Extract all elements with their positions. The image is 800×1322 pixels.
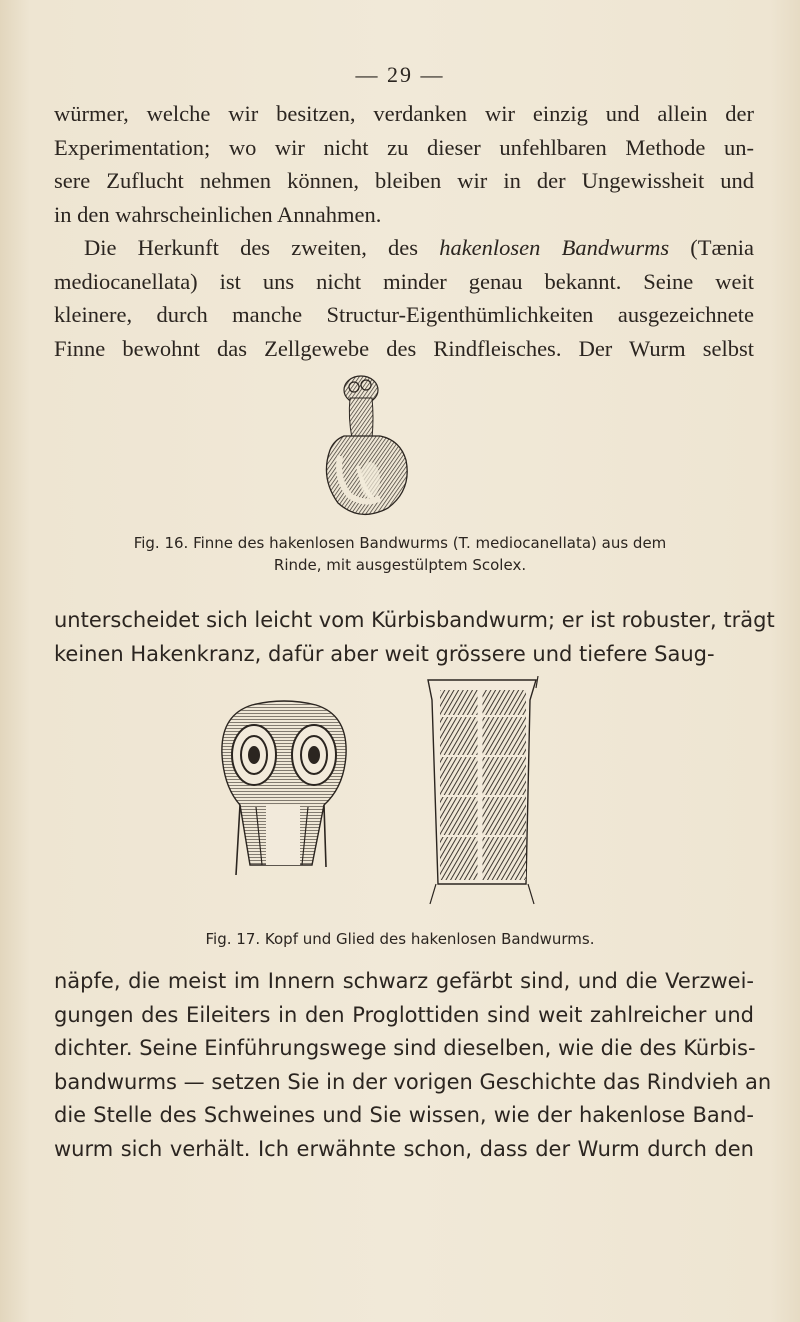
paragraph-2 [54,231,754,365]
text-line: Experimentation; wo wir nicht zu dieser unfehlbaren Methode un- [54,134,754,160]
text-line: unterscheidet sich leicht vom Kürbisbandwurm; er ist robuster, trägt [54,608,775,632]
page-number: — 29 — [355,62,445,87]
text-line [54,231,754,265]
caption-line: Fig. 16. Finne des hakenlosen Bandwurms (T. mediocanellata) aus dem [133,534,667,552]
figure-16-illustration [310,368,430,526]
text-line: wurm sich verhält. Ich erwähnte schon, dass der Wurm durch den [54,1136,754,1161]
text-line: kleinere, durch manche Structur-Eigenthümlichkeiten ausgezeichnete [54,302,754,327]
paragraph-1 [54,97,754,231]
paragraph-4 [54,965,772,1166]
caption-line: Rinde, mit ausgestülptem Scolex. [273,556,527,574]
text-segment: (Tænia [669,235,755,260]
figure-17-caption [0,928,800,950]
text-line: sere Zuflucht nehmen können, bleiben wir in der Ungewissheit und [54,168,754,193]
caption-line: Fig. 17. Kopf und Glied des hakenlosen Bandwurms. [205,930,595,948]
text-line: keinen Hakenkranz, dafür aber weit grössere und tiefere Saug- [54,641,715,666]
italic-term: hakenlosen Bandwurms [439,235,670,260]
figure-17-proglottid-illustration [420,676,546,908]
text-line: bandwurms — setzen Sie in der vorigen Geschichte das Rindvieh an [54,1069,772,1094]
text-line: würmer, welche wir besitzen, verdanken wir einzig und allein der [54,101,754,126]
text-line: die Stelle des Schweines und Sie wissen, wie der hakenlose Band- [54,1103,754,1127]
text-segment: Die Herkunft des zweiten, des [84,235,440,260]
text-line: Finne bewohnt das Zellgewebe des Rindfleisches. Der Wurm selbst [54,335,754,361]
paragraph-3 [54,604,775,671]
text-line: mediocanellata) ist uns nicht minder genau bekannt. Seine weit [54,268,754,294]
text-line: näpfe, die meist im Innern schwarz gefärbt sind, und die Verzwei- [54,969,754,993]
text-line: dichter. Seine Einführungswege sind dieselben, wie die des Kürbis- [54,1036,756,1060]
figure-16-caption [0,532,800,576]
text-line: gungen des Eileiters in den Proglottiden sind weit zahlreicher und [54,1002,754,1027]
text-line: in den wahrscheinlichen Annahmen. [54,201,382,227]
figure-17-head-illustration [216,695,352,885]
